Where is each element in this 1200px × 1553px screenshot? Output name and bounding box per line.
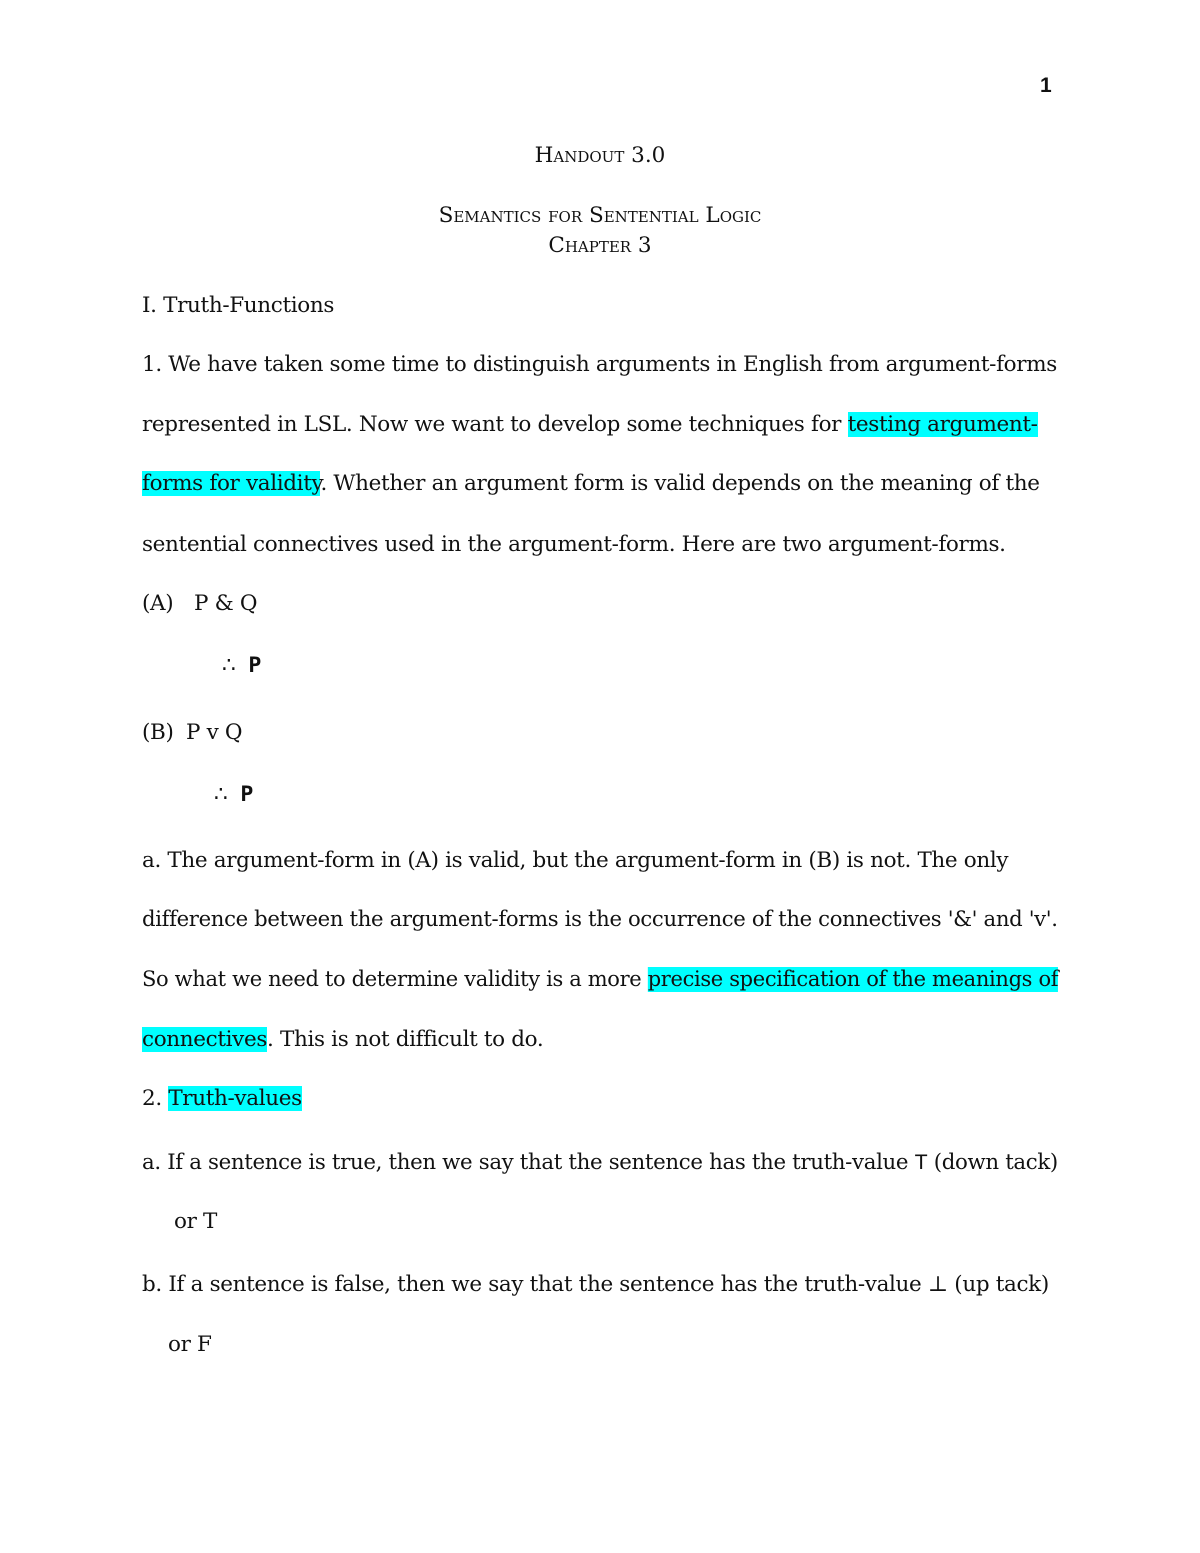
item-b-text: b. If a sentence is false, then we say that the sentence has the truth-value (142, 1272, 928, 1297)
section-2-number: 2. (142, 1086, 169, 1111)
highlight-connectives: connectives (142, 1027, 268, 1052)
item-a-text: a. If a sentence is true, then we say that the sentence has the truth-value (142, 1150, 915, 1175)
argument-b-conclusion (214, 780, 253, 809)
therefore-icon: ∴ (222, 653, 236, 677)
item-b-line-2: or F (168, 1332, 212, 1357)
therefore-icon: ∴ (214, 782, 228, 806)
down-tack-symbol: T (914, 1150, 928, 1174)
highlight-precise-specification: precise specification of the meanings of (647, 967, 1059, 992)
argument-b-premise: P v Q (186, 720, 243, 745)
paragraph-1-line-2-text: represented in LSL. Now we want to develop some techniques for (142, 412, 848, 437)
paragraph-1-line-3 (142, 470, 1040, 498)
document-subtitle: Semantics for Sentential Logic (438, 203, 762, 228)
paragraph-1-line-1: 1. We have taken some time to distinguish arguments in English from argument-forms (142, 352, 1057, 377)
paragraph-a-line-3-text: So what we need to determine validity is a more (142, 967, 648, 992)
paragraph-a-line-4 (142, 1026, 543, 1054)
paragraph-1-line-4: sentential connectives used in the argument-form. Here are two argument-forms. (142, 532, 1006, 557)
item-a-line-2: or T (174, 1209, 217, 1234)
highlight-truth-values: Truth-values (168, 1086, 302, 1111)
up-tack-symbol: ⊥ (927, 1272, 948, 1297)
section-2-heading (142, 1085, 302, 1113)
argument-a-premise: P & Q (194, 591, 258, 616)
argument-a-conclusion-letter: P (248, 653, 261, 678)
section-heading: I. Truth-Functions (142, 293, 335, 318)
item-b-line-1 (142, 1271, 1049, 1299)
highlight-forms-for-validity: forms for validity (142, 471, 321, 496)
handout-title: Handout 3.0 (534, 143, 666, 168)
item-a-text-end: (down tack) (927, 1150, 1058, 1175)
paragraph-1-line-2 (142, 411, 1038, 439)
page-number: 1 (1040, 74, 1052, 97)
item-b-text-end: (up tack) (947, 1272, 1049, 1297)
highlight-testing-argument: testing argument- (847, 412, 1038, 437)
argument-a-conclusion (222, 651, 261, 680)
chapter-title: Chapter 3 (548, 233, 652, 258)
paragraph-a-line-4-text: . This is not difficult to do. (267, 1027, 544, 1052)
paragraph-a-line-2: difference between the argument-forms is the occurrence of the connectives '&' and 'v'. (142, 907, 1058, 932)
paragraph-a-line-3 (142, 966, 1058, 994)
argument-b-label: (B) (142, 720, 174, 745)
paragraph-a-line-1: a. The argument-form in (A) is valid, but the argument-form in (B) is not. The only (142, 848, 1009, 873)
paragraph-1-line-3-text: . Whether an argument form is valid depends on the meaning of the (320, 471, 1040, 496)
item-a-line-1 (142, 1148, 1058, 1177)
argument-a-label: (A) (142, 591, 174, 616)
argument-b-conclusion-letter: P (240, 782, 253, 807)
